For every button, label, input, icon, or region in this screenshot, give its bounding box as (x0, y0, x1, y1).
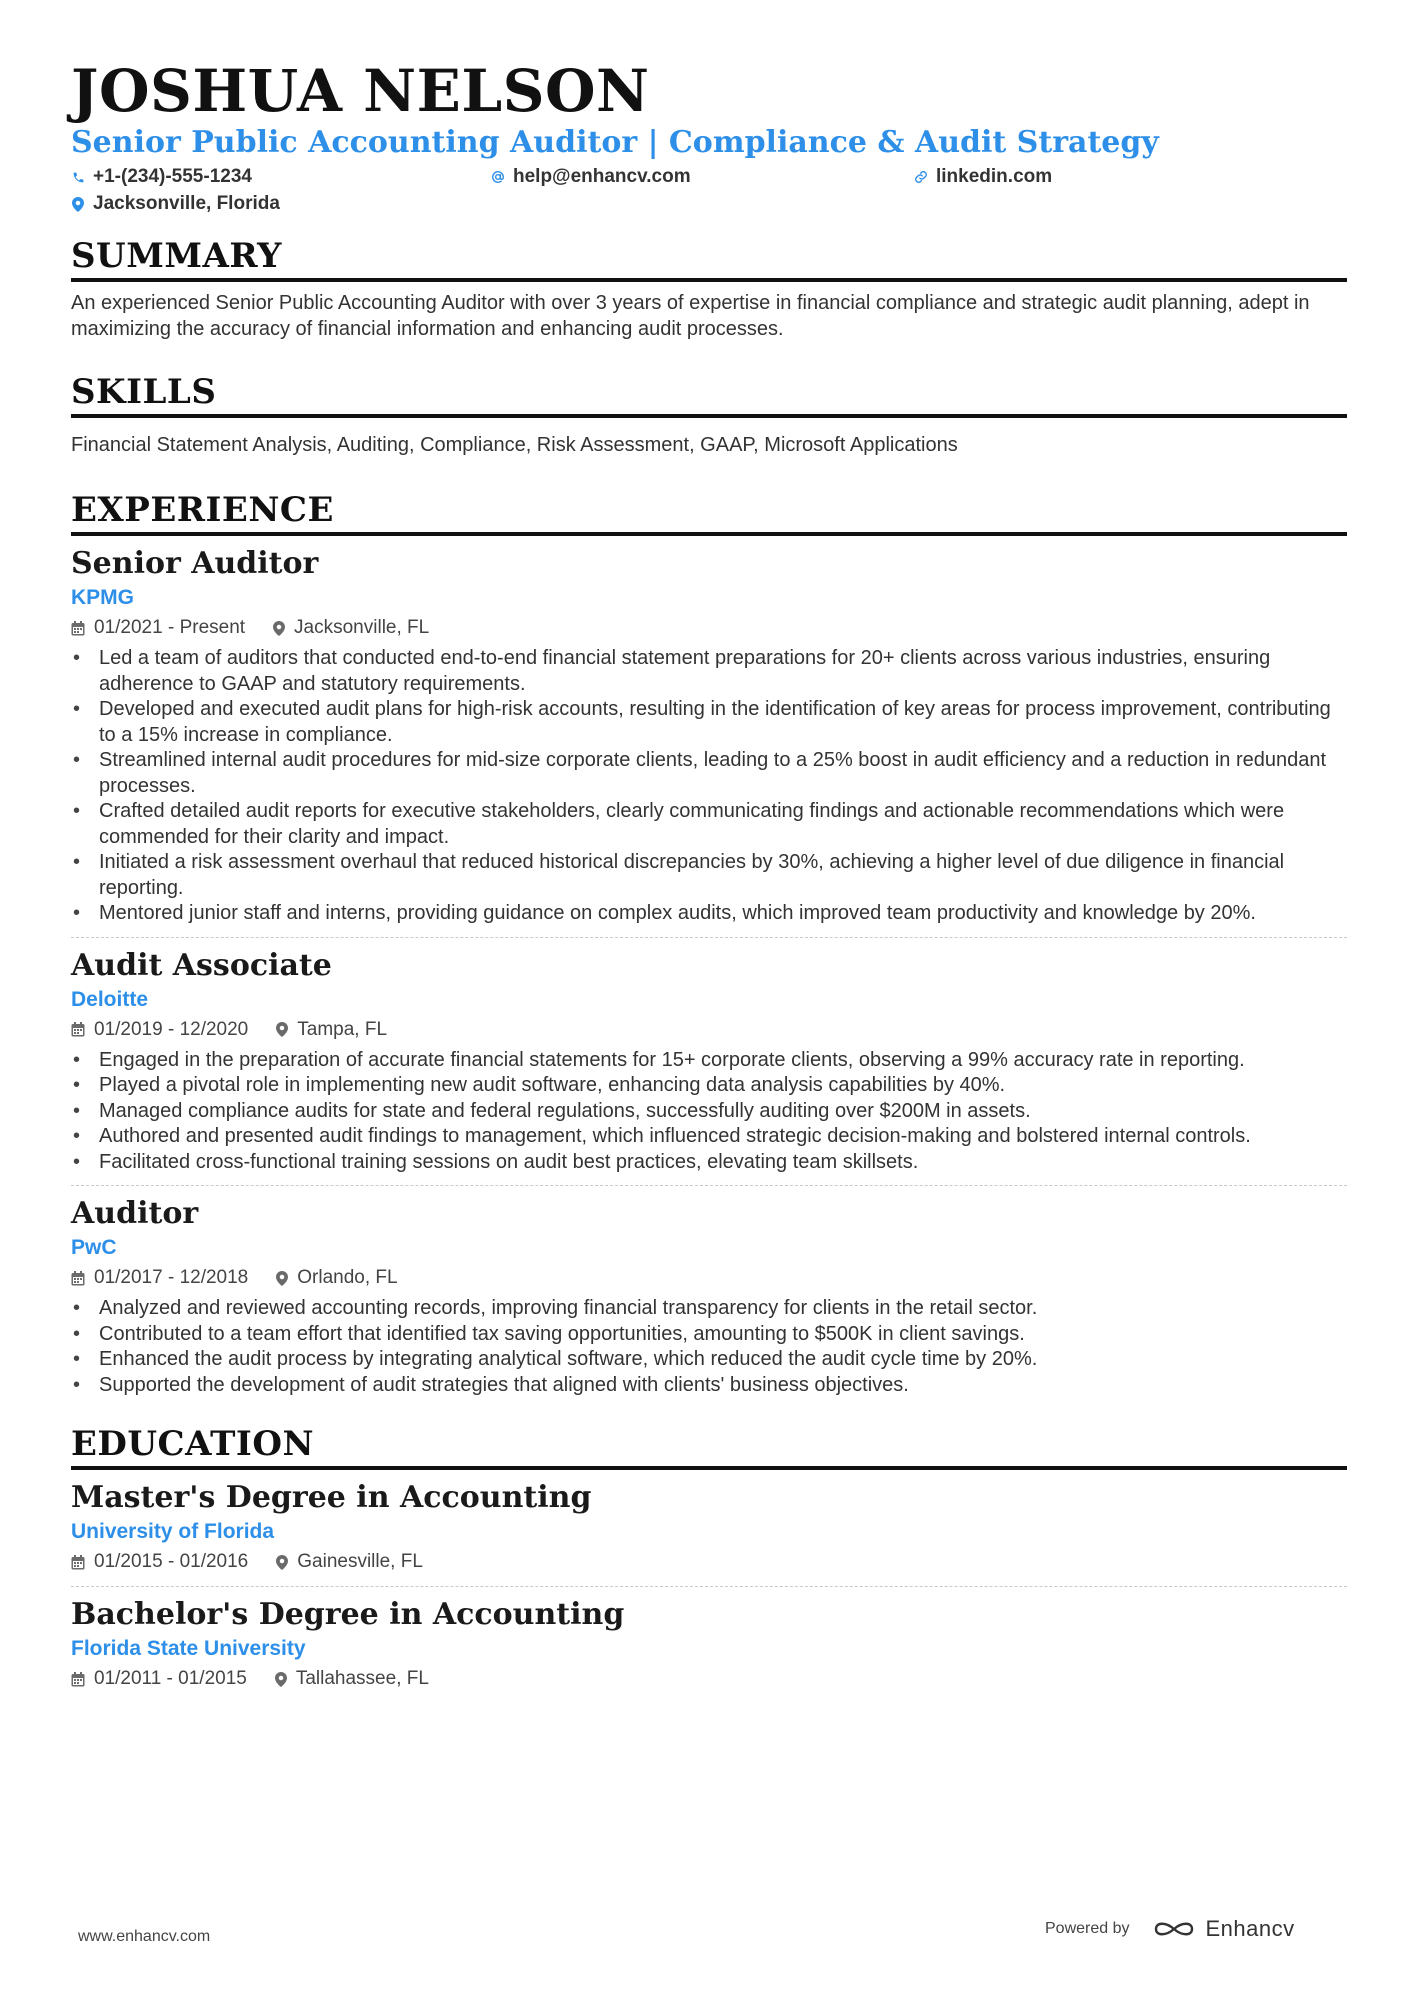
job-title: Senior Auditor (71, 546, 319, 581)
job-location: Jacksonville, FL (294, 617, 430, 638)
job-company: KPMG (71, 586, 134, 609)
location-value: Jacksonville, Florida (93, 193, 280, 214)
job-entry (71, 938, 1347, 1187)
list-item: • Facilitated cross-functional training sessions on audit best practices, elevating team skillsets. (71, 1150, 1347, 1176)
job-dates: 01/2019 - 12/2020 (94, 1018, 249, 1040)
powered-by-label: Powered by (1045, 1920, 1130, 1937)
list-item: • Contributed to a team effort that identified tax saving opportunities, amounting to $500K in client savings. (71, 1322, 1347, 1348)
map-pin-icon (71, 197, 85, 212)
job-bullets (71, 1048, 1347, 1176)
education-meta (71, 1548, 1347, 1576)
contact-info (71, 166, 1347, 222)
enhancv-logo-icon (1152, 1918, 1196, 1940)
education-section (71, 1424, 1347, 1703)
experience-heading: EXPERIENCE (71, 490, 1347, 536)
list-item: • Analyzed and reviewed accounting records, improving financial transparency for clients in the retail sector. (71, 1296, 1347, 1322)
job-dates: 01/2017 - 12/2018 (94, 1267, 249, 1288)
job-title: Audit Associate (71, 947, 332, 983)
summary-text: An experienced Senior Public Accounting Auditor with over 3 years of expertise in financial compliance and strategic audit planning, adept in maximizing the accuracy of financial information and enhancing audit processes. (71, 292, 1310, 340)
candidate-headline: Senior Public Accounting Auditor | Compliance & Audit Strategy (71, 125, 1159, 160)
degree-title: Master's Degree in Accounting (71, 1480, 592, 1515)
calendar-icon (71, 1672, 85, 1687)
linkedin-value: linkedin.com (936, 166, 1053, 187)
job-company: Deloitte (71, 987, 149, 1011)
map-pin-icon (276, 1271, 288, 1286)
degree-title: Bachelor's Degree in Accounting (71, 1597, 625, 1632)
education-heading: EDUCATION (71, 1424, 1347, 1470)
list-item: • Streamlined internal audit procedures for mid-size corporate clients, leading to a 25% boost in audit efficiency and a reduction in redundant processes. (71, 748, 1347, 799)
resume-page (71, 58, 1347, 1703)
map-pin-icon (276, 1555, 288, 1570)
calendar-icon (71, 1555, 85, 1570)
list-item: • Supported the development of audit strategies that aligned with clients' business objectives. (71, 1373, 1347, 1399)
education-dates: 01/2015 - 01/2016 (94, 1551, 249, 1572)
calendar-icon (71, 621, 85, 636)
link-icon (914, 170, 928, 184)
job-title: Auditor (71, 1196, 199, 1231)
job-bullets (71, 1296, 1347, 1398)
skills-section (71, 372, 1347, 458)
footer-branding[interactable] (1045, 1916, 1295, 1942)
education-entry (71, 1587, 1347, 1703)
phone-value: +1-(234)-555-1234 (93, 166, 252, 187)
job-location: Orlando, FL (297, 1267, 398, 1288)
summary-section (71, 236, 1347, 342)
list-item: • Mentored junior staff and interns, providing guidance on complex audits, which improved team productivity and knowledge by 20%. (71, 901, 1347, 927)
list-item: • Led a team of auditors that conducted end-to-end financial statement preparations for 20+ clients across various industries, ensuring adherence to GAAP and statutory requirements. (71, 646, 1347, 697)
education-location: Gainesville, FL (297, 1551, 423, 1572)
list-item: • Enhanced the audit process by integrating analytical software, which reduced the audit cycle time by 20%. (71, 1347, 1347, 1373)
at-icon (491, 170, 505, 184)
brand-name: Enhancv (1205, 1916, 1295, 1941)
footer-website[interactable]: www.enhancv.com (78, 1928, 211, 1945)
education-entry (71, 1470, 1347, 1587)
map-pin-icon (273, 621, 285, 636)
contact-location (71, 193, 280, 215)
list-item: • Managed compliance audits for state and federal regulations, successfully auditing over $200M in assets. (71, 1099, 1347, 1125)
list-item: • Authored and presented audit findings to management, which influenced strategic decision-making and bolstered internal controls. (71, 1124, 1347, 1150)
skills-heading: SKILLS (71, 372, 1347, 418)
job-meta (71, 614, 1347, 642)
summary-heading: SUMMARY (71, 236, 1347, 282)
education-dates: 01/2011 - 01/2015 (94, 1668, 247, 1689)
contact-email[interactable] (491, 166, 691, 188)
job-entry (71, 536, 1347, 938)
list-item: • Initiated a risk assessment overhaul that reduced historical discrepancies by 30%, achieving a higher level of due diligence in financial reporting. (71, 850, 1347, 901)
phone-icon (71, 171, 85, 184)
map-pin-icon (275, 1672, 287, 1687)
email-value: help@enhancv.com (513, 166, 691, 187)
candidate-name: JOSHUA NELSON (71, 57, 650, 125)
map-pin-icon (276, 1022, 288, 1037)
job-location: Tampa, FL (297, 1018, 388, 1040)
job-bullets (71, 646, 1347, 927)
school-name: Florida State University (71, 1637, 306, 1660)
experience-section (71, 490, 1347, 1408)
job-company: PwC (71, 1236, 117, 1259)
list-item: • Developed and executed audit plans for high-risk accounts, resulting in the identification of key areas for process improvement, contributing to a 15% increase in compliance. (71, 697, 1347, 748)
school-name: University of Florida (71, 1520, 275, 1543)
education-meta (71, 1665, 1347, 1693)
list-item: • Engaged in the preparation of accurate financial statements for 15+ corporate clients, observing a 99% accuracy rate in reporting. (71, 1048, 1347, 1074)
job-meta (71, 1264, 1347, 1292)
calendar-icon (71, 1271, 85, 1286)
skills-text: Financial Statement Analysis, Auditing, Compliance, Risk Assessment, GAAP, Microsoft Applications (71, 434, 958, 456)
contact-linkedin[interactable] (914, 166, 1052, 188)
job-entry (71, 1186, 1347, 1408)
education-location: Tallahassee, FL (295, 1668, 429, 1689)
job-dates: 01/2021 - Present (94, 617, 246, 638)
calendar-icon (71, 1022, 85, 1037)
contact-phone[interactable] (71, 166, 252, 188)
job-meta (71, 1016, 1347, 1044)
list-item: • Crafted detailed audit reports for executive stakeholders, clearly communicating findings and actionable recommendations which were commended for their clarity and impact. (71, 799, 1347, 850)
list-item: • Played a pivotal role in implementing new audit software, enhancing data analysis capabilities by 40%. (71, 1073, 1347, 1099)
